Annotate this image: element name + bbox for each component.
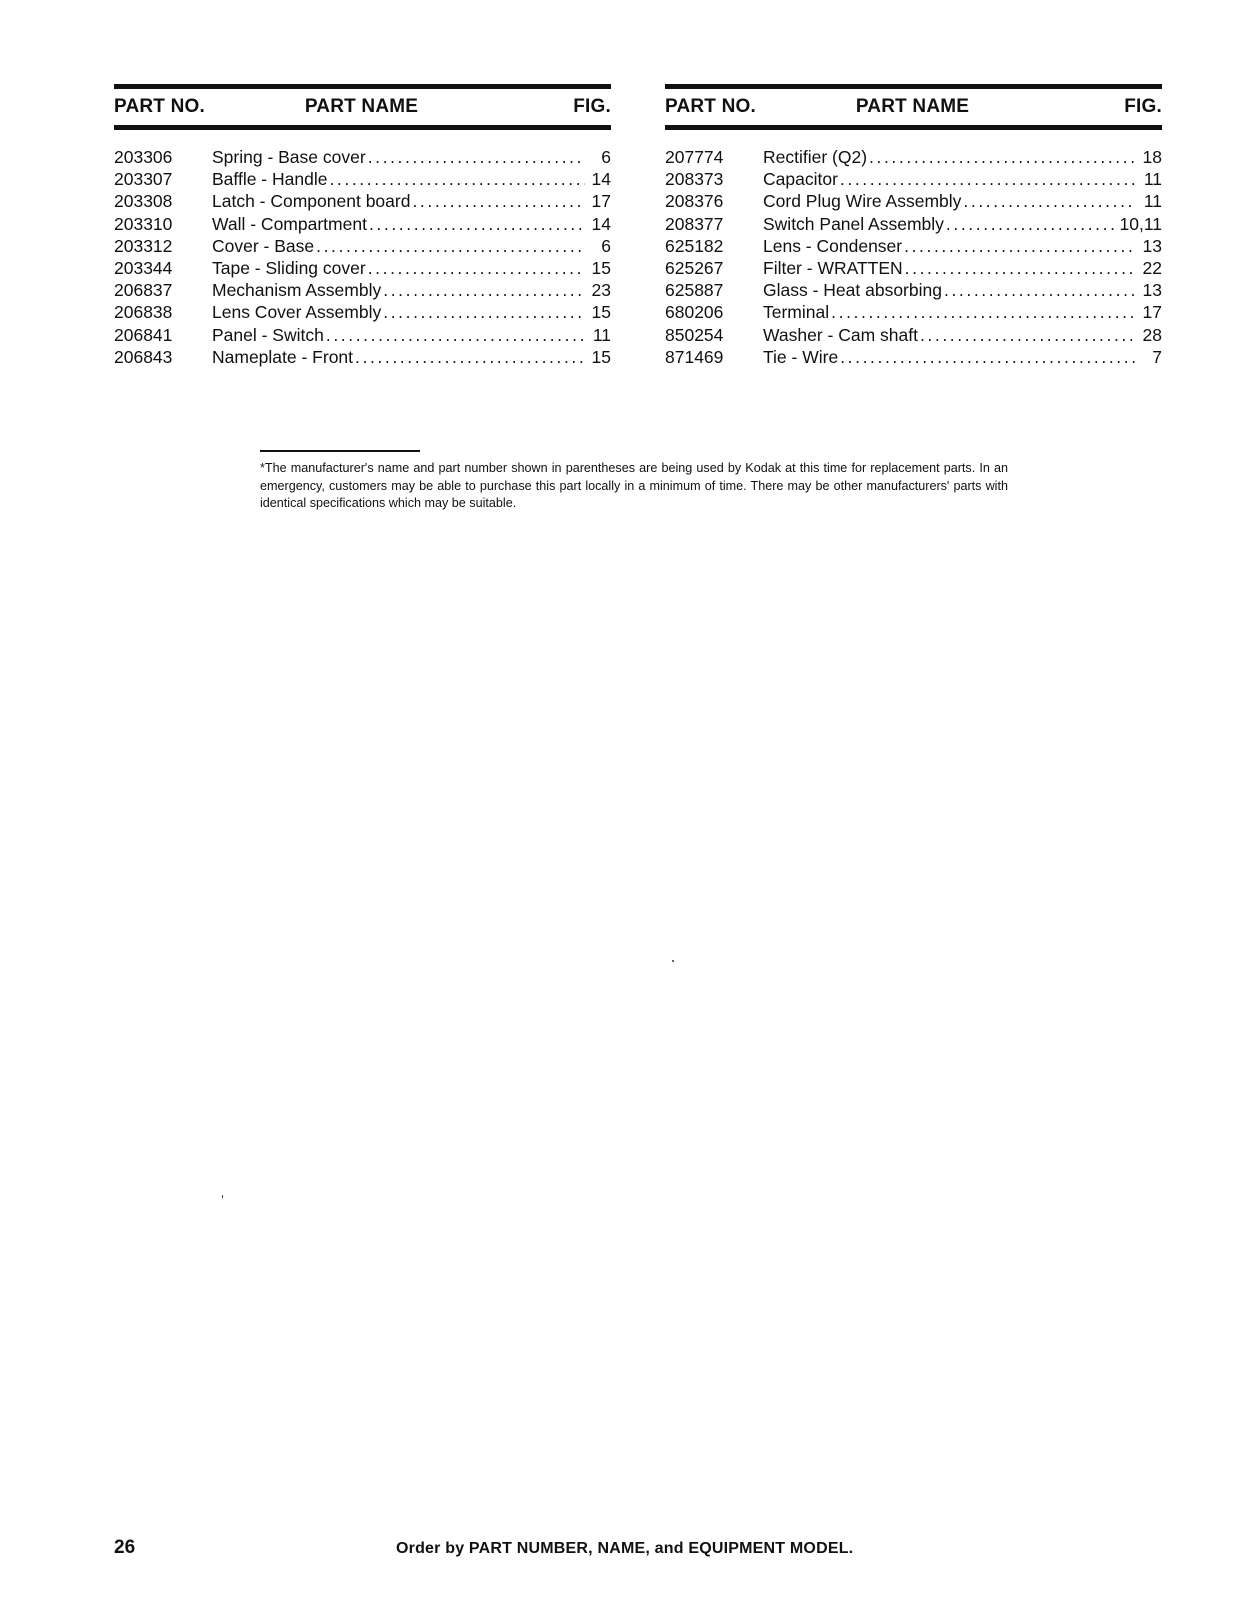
table-row [114,235,611,257]
part-number: 203307 [114,169,173,190]
part-name: Wall - Compartment [212,213,367,234]
part-name: Rectifier (Q2) [763,147,868,167]
table-header [114,89,611,125]
figure-number: 10,11 [1119,213,1162,234]
header-part-no: PART NO. [114,96,205,117]
part-name: Lens - Condenser [763,235,903,256]
figure-number: 13 [1142,235,1162,256]
table-header-rule [114,125,611,130]
dot-leader [920,324,1136,346]
figure-number: 13 [1142,280,1162,301]
part-number: 206841 [114,324,173,345]
part-number: 625182 [665,235,724,256]
figure-number: 15 [591,346,611,367]
figure-number: 11 [1143,191,1162,212]
part-number: 203308 [114,191,173,212]
header-fig: FIG. [573,96,611,117]
header-fig: FIG. [1124,96,1162,117]
header-part-no: PART NO. [665,96,756,117]
part-name: Latch - Component board [212,191,411,212]
figure-number: 6 [601,235,611,256]
scan-speck [222,1195,223,1198]
table-row [114,301,611,323]
part-name: Lens Cover Assembly [212,302,382,323]
table-header-rule [665,125,1162,130]
table-row [114,346,611,368]
table-row [114,190,611,212]
part-name: Tie - Wire [763,346,839,367]
dot-leader [840,168,1136,190]
table-row [114,279,611,301]
part-number: 680206 [665,302,724,323]
header-part-name: PART NAME [855,96,970,117]
part-name: Panel - Switch [212,324,324,345]
table-row [665,301,1162,323]
table-row [665,168,1162,190]
part-number: 203306 [114,147,173,167]
footnote-rule [260,450,420,452]
table-row [114,146,611,168]
part-number: 206843 [114,346,173,367]
part-number: 203310 [114,213,173,234]
table-row [114,324,611,346]
part-name: Baffle - Handle [212,169,328,190]
figure-number: 11 [592,324,611,345]
part-number: 625267 [665,257,724,278]
figure-number: 7 [1152,346,1162,367]
table-row [665,146,1162,168]
figure-number: 14 [591,213,611,234]
table-rows [114,146,611,368]
order-note: Order by PART NUMBER, NAME, and EQUIPMENT MODEL. [396,1540,854,1557]
figure-number: 23 [591,280,611,301]
dot-leader [316,235,585,257]
table-row [665,346,1162,368]
footnote [260,450,1008,513]
dot-leader [383,279,585,301]
page-number: 26 [114,1537,136,1558]
part-number: 625887 [665,280,724,301]
figure-number: 17 [591,191,611,212]
part-number: 203344 [114,257,173,278]
part-name: Spring - Base cover [212,147,366,167]
part-name: Capacitor [763,169,838,190]
figure-number: 15 [591,302,611,323]
dot-leader [831,301,1136,323]
dot-leader [368,257,585,279]
dot-leader [904,235,1136,257]
scan-speck [672,960,674,962]
dot-leader [905,257,1136,279]
table-row [665,235,1162,257]
figure-number: 17 [1142,302,1162,323]
figure-number: 22 [1142,257,1162,278]
dot-leader [355,346,585,368]
figure-number: 14 [591,169,611,190]
part-name: Washer - Cam shaft [763,324,918,345]
table-rows [665,146,1162,368]
figure-number: 28 [1142,324,1162,345]
table-row [665,279,1162,301]
table-row [114,168,611,190]
part-number: 203312 [114,235,173,256]
table-row [665,257,1162,279]
dot-leader [369,213,585,235]
dot-leader [869,146,1136,168]
footnote-text: *The manufacturer's name and part number shown in parentheses are being used by Kodak at this time for replacement parts. In an emergency, customers may be able to purchase this part locally in a minimum of time. There may be other manufacturers' parts with identical specifications which may be suitable. [260,461,1008,510]
part-name: Nameplate - Front [212,346,354,367]
part-number: 208373 [665,169,724,190]
parts-table-left [114,84,611,368]
part-name: Tape - Sliding cover [212,257,366,278]
part-name: Mechanism Assembly [212,280,382,301]
part-number: 206837 [114,280,173,301]
table-row [114,257,611,279]
part-number: 208377 [665,213,724,234]
parts-table-right [665,84,1162,368]
part-name: Cover - Base [212,235,315,256]
part-number: 207774 [665,147,724,167]
part-number: 850254 [665,324,724,345]
dot-leader [946,213,1116,235]
figure-number: 6 [601,147,611,167]
dot-leader [329,168,585,190]
figure-number: 11 [1143,169,1162,190]
part-name: Filter - WRATTEN [763,257,903,278]
table-row [114,213,611,235]
figure-number: 18 [1142,147,1162,167]
dot-leader [326,324,585,346]
part-number: 206838 [114,302,173,323]
figure-number: 15 [591,257,611,278]
dot-leader [368,146,585,168]
part-number: 871469 [665,346,724,367]
dot-leader [840,346,1136,368]
table-row [665,324,1162,346]
dot-leader [412,190,585,212]
part-name: Terminal [763,302,830,323]
header-part-name: PART NAME [304,96,419,117]
part-name: Switch Panel Assembly [763,213,944,234]
dot-leader [383,301,585,323]
table-row [665,213,1162,235]
part-name: Glass - Heat absorbing [763,280,942,301]
part-number: 208376 [665,191,724,212]
table-row [665,190,1162,212]
table-header [665,89,1162,125]
dot-leader [963,190,1136,212]
dot-leader [944,279,1136,301]
part-name: Cord Plug Wire Assembly [763,191,962,212]
